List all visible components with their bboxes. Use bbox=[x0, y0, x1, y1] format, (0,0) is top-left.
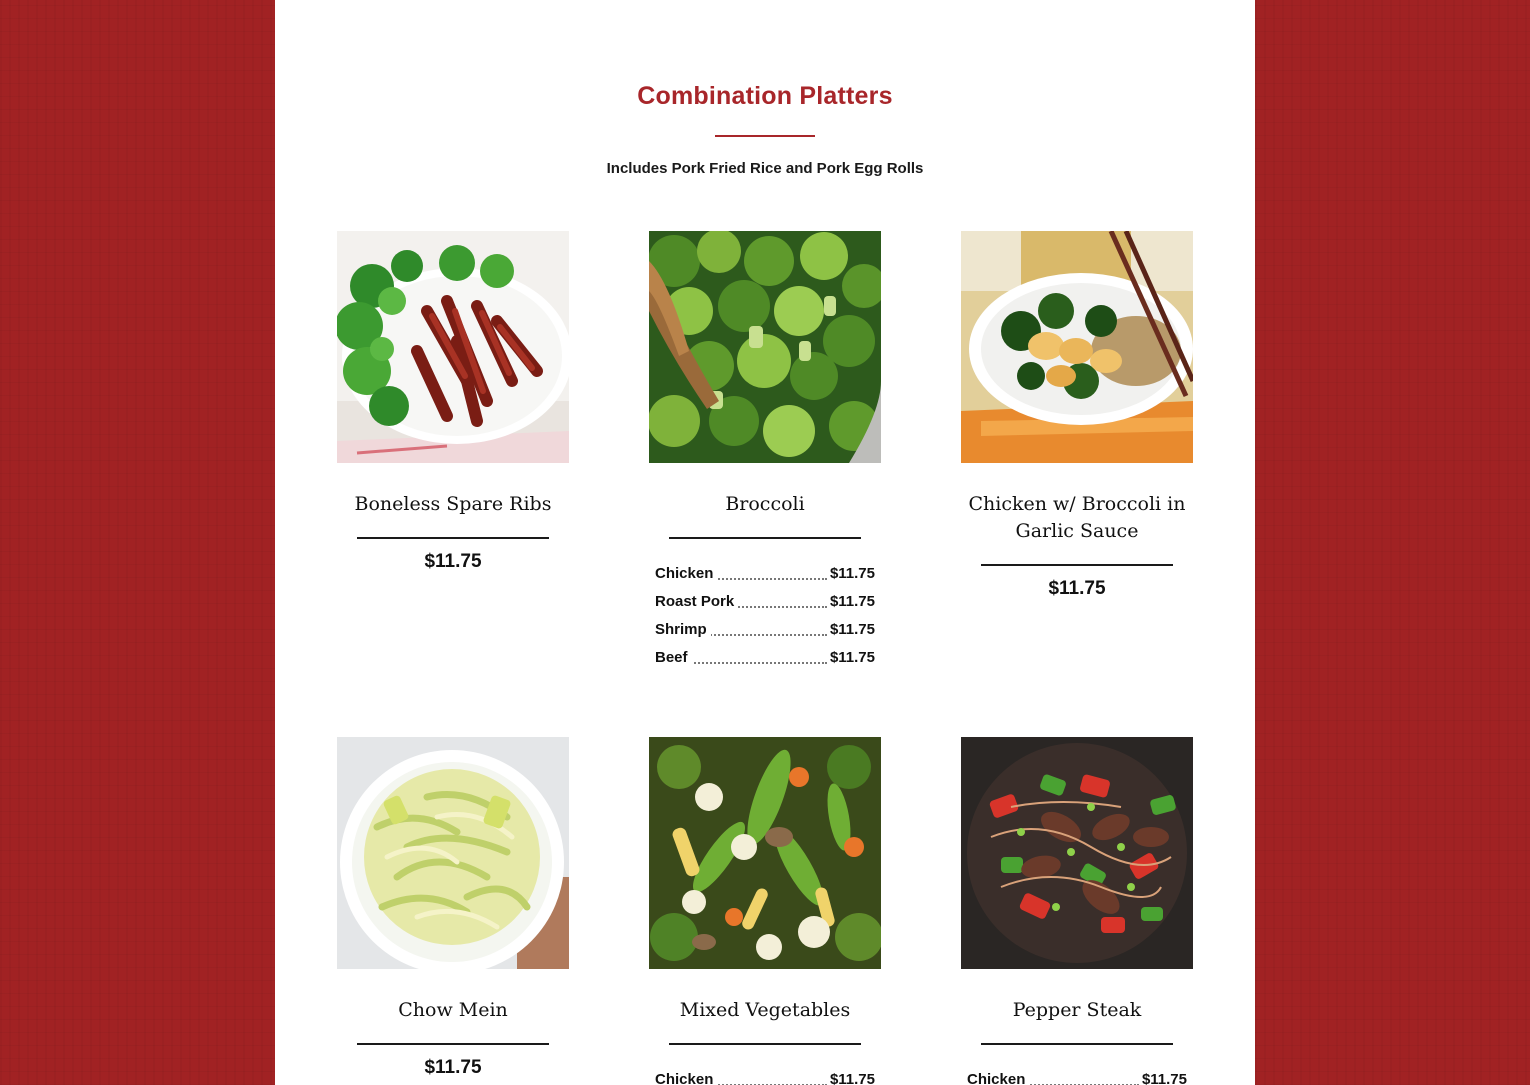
option-name: Chicken bbox=[967, 1071, 1029, 1085]
item-divider bbox=[981, 564, 1173, 566]
background-texture-right bbox=[1255, 0, 1530, 1085]
item-name: Broccoli bbox=[725, 493, 805, 515]
option-row-shrimp[interactable] bbox=[655, 621, 875, 641]
item-name: Chow Mein bbox=[398, 999, 508, 1021]
option-price: $11.75 bbox=[827, 1071, 875, 1085]
option-row-beef[interactable] bbox=[655, 649, 875, 669]
item-divider bbox=[669, 537, 861, 539]
background-texture-left bbox=[0, 0, 275, 1085]
option-name: Roast Pork bbox=[655, 593, 738, 610]
broccoli-photo[interactable] bbox=[649, 231, 881, 463]
option-price: $11.75 bbox=[827, 621, 875, 638]
option-price: $11.75 bbox=[827, 593, 875, 610]
item-name: Mixed Vegetables bbox=[679, 999, 851, 1021]
option-row-chicken[interactable] bbox=[655, 1071, 875, 1085]
item-price: $11.75 bbox=[424, 1057, 482, 1078]
option-name: Shrimp bbox=[655, 621, 711, 638]
section-title: Combination Platters bbox=[637, 82, 893, 110]
item-price: $11.75 bbox=[424, 551, 482, 572]
pepper-steak-photo[interactable] bbox=[961, 737, 1193, 969]
item-divider bbox=[669, 1043, 861, 1045]
spare-ribs-photo[interactable] bbox=[337, 231, 569, 463]
item-name: Boneless Spare Ribs bbox=[354, 493, 552, 515]
chow-mein-photo[interactable] bbox=[337, 737, 569, 969]
item-name: Pepper Steak bbox=[1012, 999, 1142, 1021]
section-subtitle: Includes Pork Fried Rice and Pork Egg Rolls bbox=[606, 160, 924, 177]
section-title-underline bbox=[715, 135, 815, 137]
option-row-chicken[interactable] bbox=[655, 565, 875, 585]
option-price: $11.75 bbox=[1139, 1071, 1187, 1085]
item-price: $11.75 bbox=[1048, 578, 1106, 599]
option-row-chicken[interactable] bbox=[967, 1071, 1187, 1085]
menu-panel bbox=[275, 0, 1255, 1085]
option-name: Chicken bbox=[655, 565, 717, 582]
item-divider bbox=[981, 1043, 1173, 1045]
option-row-roast-pork[interactable] bbox=[655, 593, 875, 613]
item-divider bbox=[357, 1043, 549, 1045]
option-name: Chicken bbox=[655, 1071, 717, 1085]
item-name: Chicken w/ Broccoli in Garlic Sauce bbox=[968, 493, 1186, 542]
item-divider bbox=[357, 537, 549, 539]
option-price: $11.75 bbox=[827, 649, 875, 666]
option-name: Beef bbox=[655, 649, 692, 666]
mixed-vegetables-photo[interactable] bbox=[649, 737, 881, 969]
option-price: $11.75 bbox=[827, 565, 875, 582]
chicken-broccoli-photo[interactable] bbox=[961, 231, 1193, 463]
